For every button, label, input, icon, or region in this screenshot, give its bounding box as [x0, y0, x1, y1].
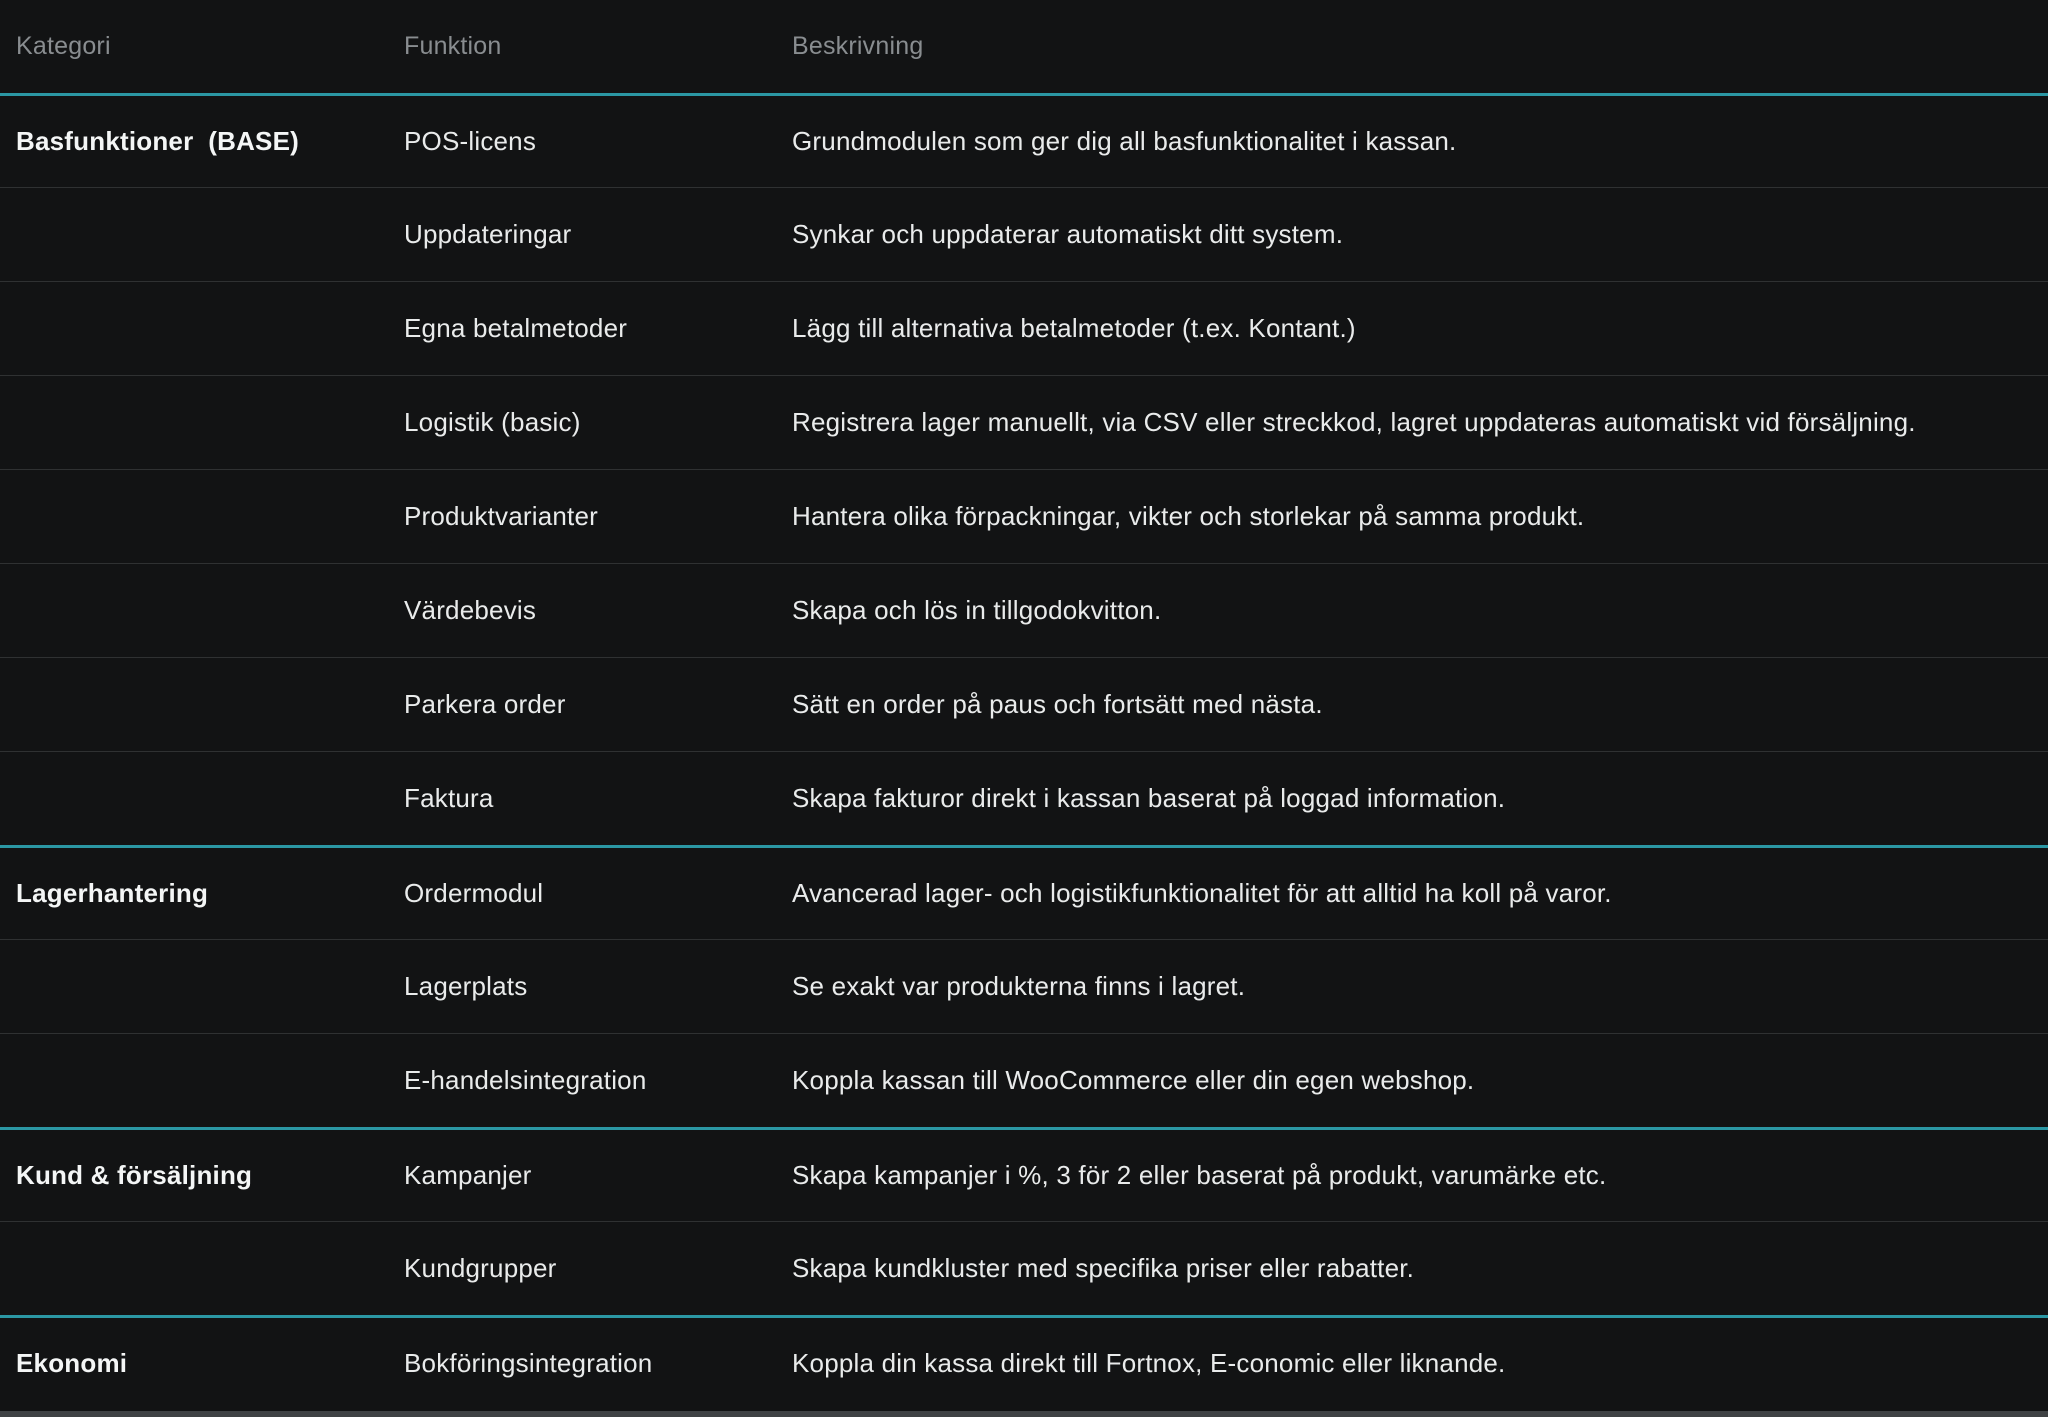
- description-cell: Se exakt var produkterna finns i lagret.: [792, 971, 1246, 1002]
- table-row: [0, 751, 2048, 845]
- function-cell: Kundgrupper: [404, 1253, 557, 1284]
- table-row: [0, 469, 2048, 563]
- function-cell: Logistik (basic): [404, 407, 581, 438]
- description-cell: Hantera olika förpackningar, vikter och storlekar på samma produkt.: [792, 501, 1585, 532]
- table-row: [0, 1033, 2048, 1127]
- table-row: [0, 845, 2048, 939]
- description-cell: Skapa fakturor direkt i kassan baserat på loggad information.: [792, 783, 1506, 814]
- table-body: [0, 93, 2048, 1409]
- category-cell: Basfunktioner (BASE): [16, 126, 300, 157]
- function-cell: Ordermodul: [404, 878, 544, 909]
- function-cell: Parkera order: [404, 689, 566, 720]
- function-cell: Egna betalmetoder: [404, 313, 628, 344]
- description-cell: Registrera lager manuellt, via CSV eller streckkod, lagret uppdateras automatiskt vid försäljning.: [792, 407, 1916, 438]
- function-cell: Kampanjer: [404, 1160, 532, 1191]
- table-row: [0, 939, 2048, 1033]
- description-cell: Synkar och uppdaterar automatiskt ditt system.: [792, 219, 1344, 250]
- function-cell: Produktvarianter: [404, 501, 598, 532]
- table-row: [0, 1127, 2048, 1221]
- column-header-funktion: Funktion: [404, 31, 502, 60]
- category-cell: Kund & försäljning: [16, 1160, 253, 1191]
- description-cell: Koppla kassan till WooCommerce eller din egen webshop.: [792, 1065, 1475, 1096]
- description-cell: Lägg till alternativa betalmetoder (t.ex. Kontant.): [792, 313, 1356, 344]
- column-header-beskrivning: Beskrivning: [792, 31, 924, 60]
- table-row: [0, 563, 2048, 657]
- category-cell: Lagerhantering: [16, 878, 209, 909]
- description-cell: Skapa och lös in tillgodokvitton.: [792, 595, 1162, 626]
- description-cell: Koppla din kassa direkt till Fortnox, E-conomic eller liknande.: [792, 1348, 1506, 1379]
- table-row: [0, 1221, 2048, 1315]
- description-cell: Skapa kundkluster med specifika priser eller rabatter.: [792, 1253, 1415, 1284]
- function-cell: Uppdateringar: [404, 219, 572, 250]
- table-row: [0, 657, 2048, 751]
- table-row: [0, 187, 2048, 281]
- bottom-divider: [0, 1411, 2048, 1417]
- category-cell: Ekonomi: [16, 1348, 128, 1379]
- function-cell: Värdebevis: [404, 595, 537, 626]
- description-cell: Sätt en order på paus och fortsätt med nästa.: [792, 689, 1323, 720]
- function-cell: Faktura: [404, 783, 494, 814]
- description-cell: Skapa kampanjer i %, 3 för 2 eller baserat på produkt, varumärke etc.: [792, 1160, 1607, 1191]
- table-row: [0, 281, 2048, 375]
- table-row: [0, 1315, 2048, 1409]
- table-row: [0, 93, 2048, 187]
- description-cell: Avancerad lager- och logistikfunktionalitet för att alltid ha koll på varor.: [792, 878, 1612, 909]
- function-cell: POS-licens: [404, 126, 537, 157]
- description-cell: Grundmodulen som ger dig all basfunktionalitet i kassan.: [792, 126, 1457, 157]
- table-row: [0, 375, 2048, 469]
- function-cell: Lagerplats: [404, 971, 528, 1002]
- function-cell: Bokföringsintegration: [404, 1348, 653, 1379]
- table-header-row: [0, 0, 2048, 93]
- function-cell: E-handelsintegration: [404, 1065, 647, 1096]
- column-header-kategori: Kategori: [16, 31, 111, 60]
